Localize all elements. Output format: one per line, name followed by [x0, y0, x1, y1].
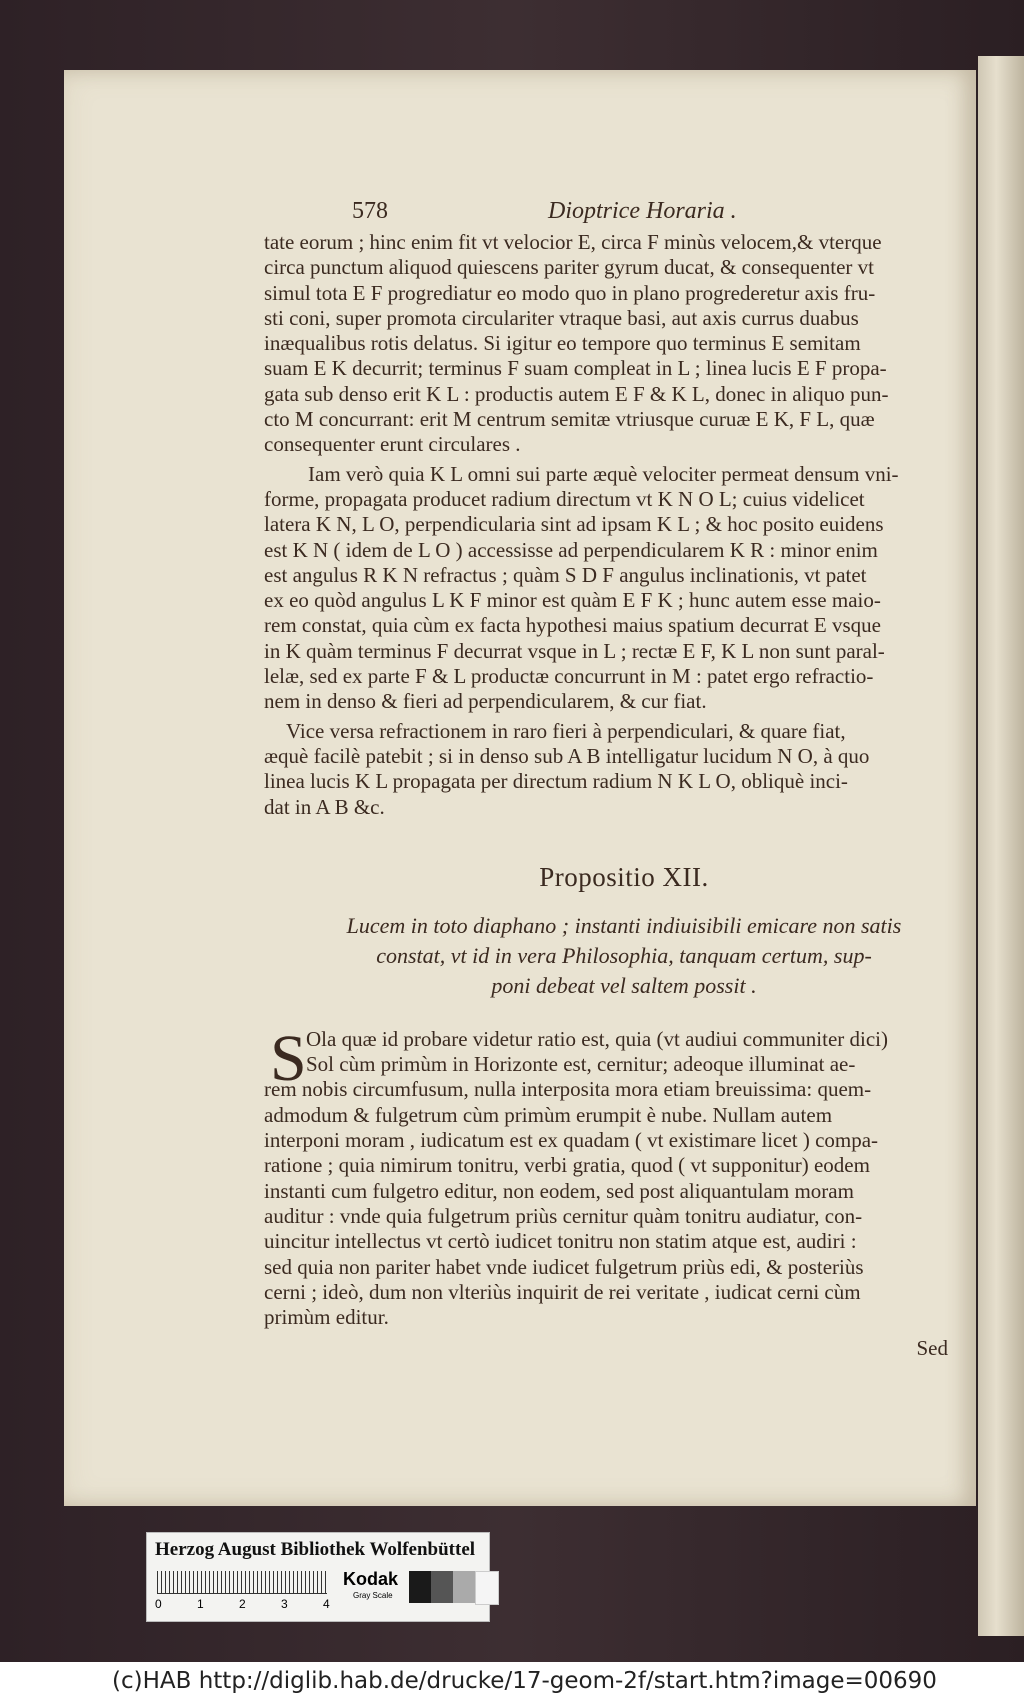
- text-line: consequenter erunt circulares .: [264, 432, 521, 457]
- text-line: auditur : vnde quia fulgetrum priùs cernitur quàm tonitru audiatur, con-: [264, 1203, 863, 1228]
- text-line: Iam verò quia K L omni sui parte æquè velociter permeat densum vni-: [308, 461, 899, 486]
- text-line: linea lucis K L propagata per directum radium N K L O, obliquè inci-: [264, 769, 848, 794]
- text-line: primùm editur.: [264, 1305, 389, 1330]
- text-line: lelæ, sed ex parte F & L productæ concurrunt in M : patet ergo refractio-: [264, 664, 874, 689]
- drop-cap: S: [270, 1021, 307, 1095]
- gray-swatch: [453, 1571, 475, 1603]
- text-line: æquè facilè patebit ; si in denso sub A B intelligatur lucidum N O, à quo: [264, 743, 870, 768]
- text-line: forme, propagata producet radium directum vt K N O L; cuius videlicet: [264, 486, 865, 511]
- gray-swatches: [409, 1571, 499, 1605]
- catchword: Sed: [916, 1336, 948, 1361]
- gray-swatch: [475, 1571, 499, 1605]
- text-line: Vice versa refractionem in raro fieri à perpendiculari, & quare fiat,: [286, 718, 846, 743]
- text-line: suam E K decurrit; terminus F suam compleat in L ; linea lucis E F propa-: [264, 356, 887, 381]
- book-page: [64, 70, 976, 1506]
- text-line: ex eo quòd angulus L K F minor est quàm E F K ; hunc autem esse maio-: [264, 588, 881, 613]
- text-line: circa punctum aliquod quiescens pariter gyrum ducat, & consequenter vt: [264, 255, 874, 280]
- ruler-label: 2: [239, 1597, 246, 1611]
- text-line: sed quia non pariter habet vnde iudicet fulgetrum priùs edi, & posteriùs: [264, 1254, 864, 1279]
- text-line: in K quàm terminus F decurrat vsque in L ; rectæ E F, K L non sunt paral-: [264, 638, 885, 663]
- facing-page-edge: [978, 56, 1024, 1636]
- gray-scale-label: Gray Scale: [353, 1591, 393, 1600]
- kodak-logo: Kodak: [343, 1569, 399, 1589]
- ruler-label: 4: [323, 1597, 330, 1611]
- text-line: simul tota E F progrediatur eo modo quo in plano progrederetur axis fru-: [264, 280, 876, 305]
- enunciation-line: constat, vt id in vera Philosophia, tanquam certum, sup-: [376, 942, 872, 968]
- paragraph-continued: [264, 230, 984, 458]
- gray-swatch: [431, 1571, 453, 1603]
- text-line: sti coni, super promota circulariter vtraque basi, aut axis currus duabus: [264, 305, 859, 330]
- footer-credit: (c)HAB http://diglib.hab.de/drucke/17-geom-2f/start.htm?image=00690: [112, 1668, 937, 1694]
- enunciation-line: poni debeat vel saltem possit .: [491, 972, 757, 998]
- text-line: est angulus R K N refractus ; quàm S D F angulus inclinationis, vt patet: [264, 562, 867, 587]
- text-line: latera K N, L O, perpendicularia sint ad ipsam K L ; & hoc posito euidens: [264, 512, 884, 537]
- ruler-label: 3: [281, 1597, 288, 1611]
- footer-bar: [0, 1662, 1024, 1702]
- text-line: Sol cùm primùm in Horizonte est, cernitur; adeoque illuminat ae-: [306, 1052, 856, 1077]
- text-line: dat in A B &c.: [264, 794, 385, 819]
- paragraph-3: [264, 719, 984, 820]
- ruler-label: 0: [155, 1597, 162, 1611]
- ruler-labels: [155, 1597, 365, 1611]
- library-name: Herzog August Bibliothek Wolfenbüttel: [155, 1539, 476, 1560]
- text-line: tate eorum ; hinc enim fit vt velocior E, circa F minùs velocem,& vterque: [264, 230, 882, 254]
- text-line: est K N ( idem de L O ) accessisse ad perpendicularem K R : minor enim: [264, 537, 878, 562]
- running-head: [264, 198, 984, 230]
- body-paragraph: [264, 1021, 984, 1331]
- text-line: instanti cum fulgetro editur, non eodem, sed post aliquantulam moram: [264, 1178, 854, 1203]
- running-title: Dioptrice Horaria .: [548, 198, 737, 224]
- proposition-heading: Propositio XII.: [539, 861, 709, 892]
- proposition-enunciation: [264, 911, 984, 1001]
- text-line: rem constat, quia cùm ex facta hypothesi maius spatium decurrat E vsque: [264, 613, 881, 638]
- text-line: Ola quæ id probare videtur ratio est, quia (vt audiui communiter dici): [306, 1026, 889, 1051]
- text-line: uincitur intellectus vt certò iudicet tonitru non statim atque est, audiri :: [264, 1229, 857, 1254]
- text-line: rem nobis circumfusum, nulla interposita mora etiam breuissima: quem-: [264, 1077, 872, 1102]
- enunciation-line: Lucem in toto diaphano ; instanti indiuisibili emicare non satis: [346, 912, 902, 938]
- text-line: interponi moram , iudicatum est ex quadam ( vt existimare licet ) compa-: [264, 1128, 879, 1153]
- page-number: 578: [352, 198, 388, 224]
- ruler-label: 1: [197, 1597, 204, 1611]
- color-calibration-card: [146, 1532, 490, 1622]
- text-block: [264, 198, 984, 1361]
- text-line: inæqualibus rotis delatus. Si igitur eo tempore quo terminus E semitam: [264, 331, 861, 356]
- gray-swatch: [409, 1571, 431, 1603]
- paragraph-2: [264, 462, 984, 715]
- text-line: ratione ; quia nimirum tonitru, verbi gratia, quod ( vt supponitur) eodem: [264, 1153, 870, 1178]
- text-line: nem in denso & fieri ad perpendicularem, & cur fiat.: [264, 689, 707, 714]
- text-line: gata sub denso erit K L : productis autem E F & K L, donec in aliquo pun-: [264, 381, 889, 406]
- ruler: [157, 1571, 327, 1594]
- text-line: cerni ; ideò, dum non vlteriùs inquirit de rei veritate , iudicat cerni cùm: [264, 1279, 861, 1304]
- text-line: cto M concurrant: erit M centrum semitæ vtriusque curuæ E K, F L, quæ: [264, 407, 875, 432]
- text-line: admodum & fulgetrum cùm primùm erumpit è nube. Nullam autem: [264, 1102, 833, 1127]
